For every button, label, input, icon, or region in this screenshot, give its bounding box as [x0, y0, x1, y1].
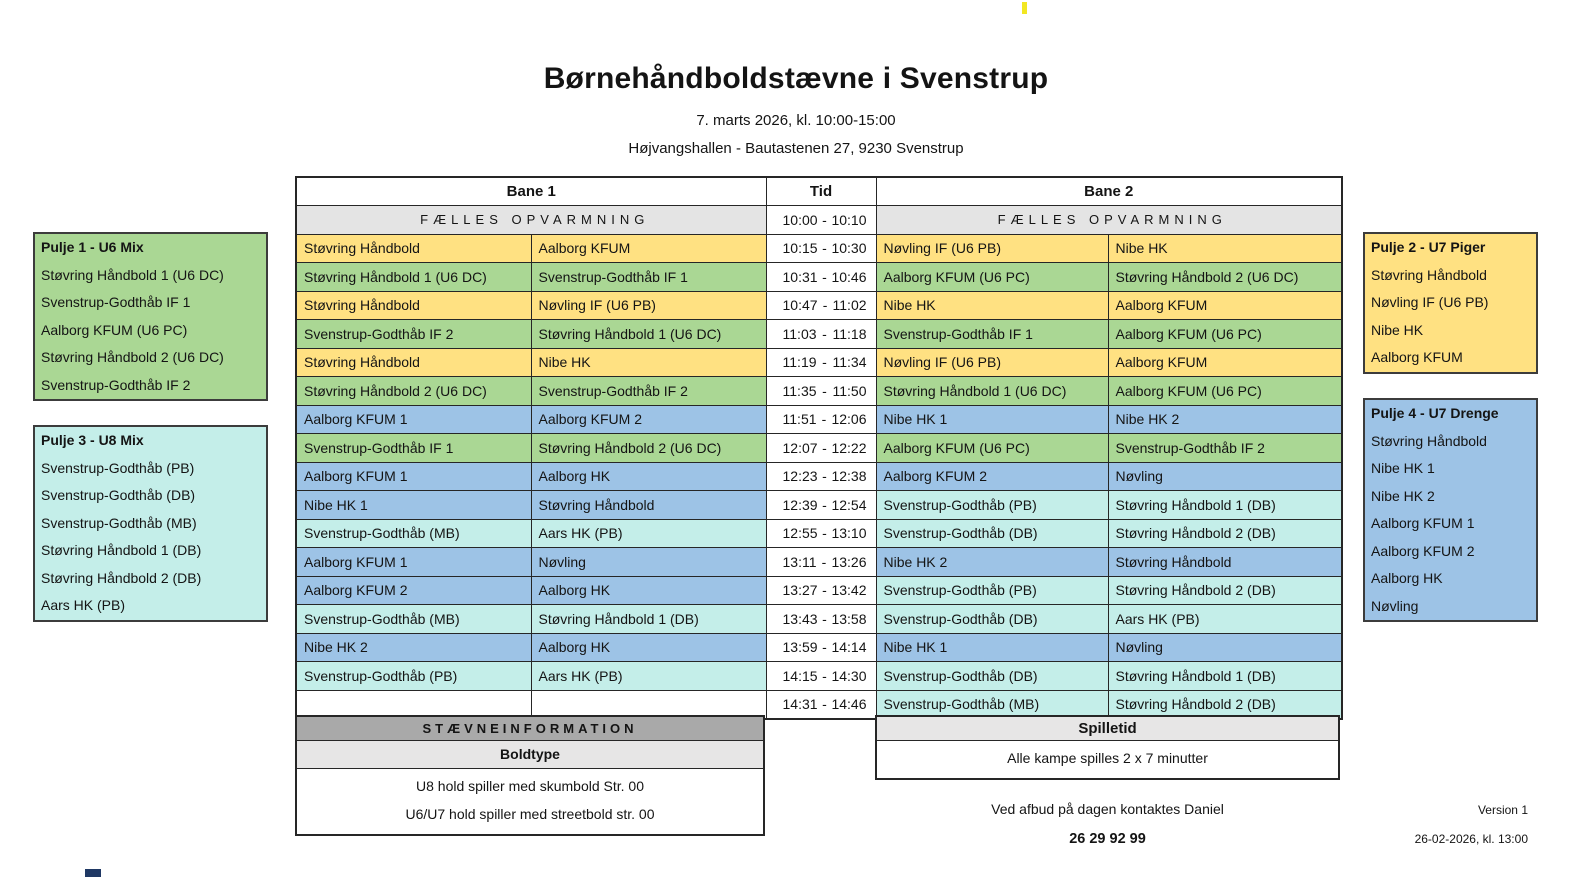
- match-row: [296, 377, 1342, 406]
- info-line: U8 hold spiller med skumbold Str. 00: [416, 778, 644, 794]
- time-cell: [766, 633, 876, 662]
- time-start: 11:03: [782, 325, 817, 342]
- team-cell: Svenstrup-Godthåb (MB): [296, 605, 531, 634]
- time-start: 13:27: [782, 582, 818, 599]
- time-end: 14:14: [831, 639, 867, 656]
- pool-team: Aalborg KFUM (U6 PC): [41, 321, 188, 338]
- time-start: 12:23: [782, 468, 818, 485]
- spilletid-body: [877, 741, 1338, 778]
- time-range: [774, 240, 876, 256]
- team-cell: Aalborg KFUM: [531, 234, 766, 263]
- bane1-header: Bane 1: [296, 177, 766, 206]
- time-range: [774, 440, 876, 456]
- time-start: 10:00: [782, 211, 818, 228]
- match-row: [296, 263, 1342, 292]
- team-cell: Svenstrup-Godthåb (DB): [876, 662, 1108, 691]
- contact-phone: 26 29 92 99: [1069, 831, 1146, 847]
- team-cell: Nøvling IF (U6 PB): [876, 234, 1108, 263]
- time-range: [774, 354, 876, 370]
- time-range: [774, 326, 876, 342]
- team-cell: Nibe HK 1: [876, 405, 1108, 434]
- match-row: [296, 605, 1342, 634]
- warmup-cell-bane1: FÆLLES OPVARMNING: [296, 206, 766, 235]
- team-cell: Nøvling: [1108, 633, 1342, 662]
- time-dash: -: [822, 525, 827, 542]
- team-cell: Aars HK (PB): [1108, 605, 1342, 634]
- time-start: 14:31: [782, 696, 818, 713]
- pool-team: Nøvling IF (U6 PB): [1371, 294, 1489, 310]
- time-start: 14:15: [782, 667, 818, 684]
- time-end: 11:50: [832, 382, 867, 399]
- match-row: [296, 234, 1342, 263]
- team-cell: Aars HK (PB): [531, 519, 766, 548]
- time-end: 13:26: [831, 553, 867, 570]
- time-cell: [766, 548, 876, 577]
- schedule-header-row: [296, 177, 1342, 206]
- pool-title: Pulje 3 - U8 Mix: [41, 432, 144, 448]
- team-cell: Svenstrup-Godthåb IF 1: [876, 320, 1108, 349]
- team-cell: Svenstrup-Godthåb IF 1: [296, 434, 531, 463]
- time-cell: [766, 662, 876, 691]
- time-dash: -: [822, 240, 827, 257]
- match-row: [296, 519, 1342, 548]
- time-cell: [766, 434, 876, 463]
- team-cell: Støvring Håndbold 2 (DB): [1108, 519, 1342, 548]
- pool-box-pulje4: [1363, 398, 1538, 622]
- time-range: [774, 411, 876, 427]
- team-cell: Aalborg KFUM 1: [296, 405, 531, 434]
- time-cell: [766, 576, 876, 605]
- time-cell: [766, 462, 876, 491]
- team-cell: Nibe HK: [531, 348, 766, 377]
- time-dash: -: [822, 382, 827, 399]
- time-end: 12:38: [831, 468, 867, 485]
- team-cell: Aalborg KFUM 2: [531, 405, 766, 434]
- time-cell: [766, 377, 876, 406]
- team-cell: Aalborg KFUM 2: [296, 576, 531, 605]
- team-cell: Nibe HK 1: [876, 633, 1108, 662]
- time-dash: -: [822, 325, 827, 342]
- version-date: 26-02-2026, kl. 13:00: [1414, 832, 1528, 846]
- time-cell: [766, 491, 876, 520]
- time-range: [774, 297, 876, 313]
- time-range: [774, 383, 876, 399]
- time-end: 14:30: [831, 667, 867, 684]
- team-cell: Aalborg KFUM (U6 PC): [876, 263, 1108, 292]
- team-cell: Aalborg KFUM (U6 PC): [1108, 377, 1342, 406]
- bottom-navy-artifact: [85, 869, 101, 877]
- time-start: 10:15: [782, 240, 818, 257]
- match-row: [296, 462, 1342, 491]
- pool-team: Svenstrup-Godthåb IF 2: [41, 376, 191, 393]
- pool-team: Aalborg KFUM: [1371, 349, 1463, 365]
- time-end: 14:46: [831, 696, 867, 713]
- time-range: [774, 582, 876, 598]
- time-range: [774, 525, 876, 541]
- time-cell: [766, 263, 876, 292]
- time-cell: [766, 690, 876, 719]
- match-row: [296, 491, 1342, 520]
- team-cell: Støvring Håndbold 2 (DB): [1108, 690, 1342, 719]
- time-dash: -: [822, 354, 827, 371]
- spilletid-box: [875, 715, 1340, 780]
- match-row: [296, 434, 1342, 463]
- time-start: 13:43: [782, 610, 818, 627]
- time-cell: [766, 234, 876, 263]
- pool-team: Svenstrup-Godthåb (PB): [41, 459, 195, 476]
- boldtype-subheader: Boldtype: [297, 741, 763, 769]
- pool-team: Aalborg HK: [1371, 570, 1443, 586]
- team-cell: Svenstrup-Godthåb (MB): [296, 519, 531, 548]
- pool-team: Aalborg KFUM 2: [1371, 542, 1475, 559]
- top-yellow-artifact: [1022, 2, 1027, 14]
- pool-team: Nøvling: [1371, 597, 1419, 614]
- time-end: 12:54: [831, 496, 867, 513]
- team-cell: Nibe HK 2: [296, 633, 531, 662]
- time-range: [774, 668, 876, 684]
- warmup-row: [296, 206, 1342, 235]
- time-start: 10:47: [782, 297, 818, 314]
- team-cell: Aalborg KFUM (U6 PC): [1108, 320, 1342, 349]
- time-start: 11:51: [782, 411, 817, 428]
- team-cell: Aalborg HK: [531, 462, 766, 491]
- team-cell: Nøvling IF (U6 PB): [531, 291, 766, 320]
- time-cell: [766, 348, 876, 377]
- pool-team: Svenstrup-Godthåb (MB): [41, 514, 197, 531]
- bane2-header: Bane 2: [876, 177, 1342, 206]
- time-dash: -: [822, 468, 827, 485]
- match-row: [296, 348, 1342, 377]
- time-dash: -: [822, 610, 827, 627]
- time-end: 12:22: [831, 439, 867, 456]
- match-row: [296, 633, 1342, 662]
- team-cell: Nøvling: [531, 548, 766, 577]
- time-start: 12:39: [782, 496, 818, 513]
- team-cell: Støvring Håndbold: [296, 291, 531, 320]
- time-cell: [766, 320, 876, 349]
- pool-team: Svenstrup-Godthåb IF 1: [41, 294, 191, 310]
- staevneinformation-box: [295, 715, 765, 836]
- time-cell: [766, 405, 876, 434]
- pool-team: Nibe HK 1: [1371, 460, 1435, 476]
- time-start: 13:11: [782, 553, 817, 570]
- spilletid-header: Spilletid: [877, 717, 1338, 741]
- info-line: Alle kampe spilles 2 x 7 minutter: [1007, 750, 1208, 766]
- time-dash: -: [822, 297, 828, 314]
- pool-team: Nibe HK: [1371, 321, 1424, 338]
- team-cell: Støvring Håndbold 2 (U6 DC): [531, 434, 766, 463]
- team-cell: Aalborg KFUM: [1108, 348, 1342, 377]
- time-dash: -: [822, 496, 827, 513]
- team-cell: Aalborg KFUM 1: [296, 548, 531, 577]
- match-row: [296, 576, 1342, 605]
- time-end: 10:46: [831, 268, 867, 285]
- time-end: 13:42: [831, 582, 867, 599]
- team-cell: Nøvling: [1108, 462, 1342, 491]
- team-cell: Støvring Håndbold: [296, 234, 531, 263]
- time-range: [774, 468, 876, 484]
- team-cell: Svenstrup-Godthåb IF 2: [531, 377, 766, 406]
- pool-team: Aars HK (PB): [41, 597, 126, 613]
- pool-box-pulje2: [1363, 232, 1538, 374]
- match-row: [296, 662, 1342, 691]
- time-range: [774, 269, 876, 285]
- pool-title: Pulje 4 - U7 Drenge: [1371, 405, 1499, 421]
- team-cell: Aalborg HK: [531, 576, 766, 605]
- time-dash: -: [821, 411, 827, 428]
- pool-box-pulje1: [33, 232, 268, 401]
- team-cell: Nibe HK 2: [876, 548, 1108, 577]
- time-dash: -: [822, 439, 827, 456]
- time-end: 11:34: [832, 354, 867, 371]
- team-cell: Støvring Håndbold 1 (DB): [1108, 662, 1342, 691]
- time-start: 13:59: [782, 639, 818, 656]
- team-cell: Støvring Håndbold 1 (DB): [531, 605, 766, 634]
- pool-team: Aalborg KFUM 1: [1371, 515, 1475, 531]
- time-range: [774, 212, 876, 228]
- pool-title: Pulje 2 - U7 Piger: [1371, 239, 1486, 255]
- pool-team: Støvring Håndbold: [1371, 266, 1487, 283]
- time-start: 12:55: [782, 525, 818, 542]
- team-cell: Støvring Håndbold 2 (DB): [1108, 576, 1342, 605]
- team-cell: Nibe HK: [876, 291, 1108, 320]
- time-end: 12:06: [831, 411, 867, 428]
- event-venue: Højvangshallen - Bautastenen 27, 9230 Svenstrup: [628, 140, 964, 157]
- pool-team: Støvring Håndbold 1 (U6 DC): [41, 266, 224, 283]
- time-start: 11:19: [782, 354, 817, 371]
- tid-header: Tid: [766, 177, 876, 206]
- time-end: 13:10: [831, 525, 867, 542]
- time-start: 11:35: [782, 382, 817, 399]
- team-cell: Nibe HK 2: [1108, 405, 1342, 434]
- team-cell: Støvring Håndbold 2 (U6 DC): [1108, 263, 1342, 292]
- time-dash: -: [821, 553, 827, 570]
- team-cell: Støvring Håndbold 1 (U6 DC): [531, 320, 766, 349]
- team-cell: Støvring Håndbold 1 (U6 DC): [876, 377, 1108, 406]
- pool-team: Svenstrup-Godthåb (DB): [41, 487, 196, 503]
- time-end: 10:30: [831, 240, 867, 257]
- event-date: 7. marts 2026, kl. 10:00-15:00: [696, 112, 896, 129]
- page-title: Børnehåndboldstævne i Svenstrup: [543, 62, 1049, 95]
- team-cell: Aalborg HK: [531, 633, 766, 662]
- time-dash: -: [822, 667, 827, 684]
- pool-team: Nibe HK 2: [1371, 487, 1435, 504]
- time-start: 10:31: [782, 268, 818, 285]
- pool-team: Støvring Håndbold 1 (DB): [41, 542, 202, 558]
- team-cell: Nibe HK 1: [296, 491, 531, 520]
- time-range: [774, 639, 876, 655]
- match-row: [296, 320, 1342, 349]
- pool-team: Støvring Håndbold 2 (U6 DC): [41, 349, 224, 365]
- pool-box-pulje3: [33, 425, 268, 622]
- team-cell: Svenstrup-Godthåb IF 1: [531, 263, 766, 292]
- schedule-body: [296, 206, 1342, 720]
- match-schedule-table: [295, 176, 1343, 720]
- team-cell: Nibe HK: [1108, 234, 1342, 263]
- time-range: [774, 554, 876, 570]
- pool-team: Støvring Håndbold 2 (DB): [41, 569, 202, 586]
- team-cell: Aalborg KFUM 2: [876, 462, 1108, 491]
- team-cell: Støvring Håndbold 1 (DB): [1108, 491, 1342, 520]
- time-cell: [766, 605, 876, 634]
- time-start: 12:07: [782, 439, 818, 456]
- match-row: [296, 291, 1342, 320]
- team-cell: Svenstrup-Godthåb IF 2: [296, 320, 531, 349]
- time-dash: -: [822, 211, 827, 228]
- team-cell: Støvring Håndbold 2 (U6 DC): [296, 377, 531, 406]
- team-cell: Svenstrup-Godthåb IF 2: [1108, 434, 1342, 463]
- team-cell: Støvring Håndbold: [531, 491, 766, 520]
- time-dash: -: [822, 696, 827, 713]
- time-end: 13:58: [831, 610, 867, 627]
- time-cell: [766, 519, 876, 548]
- time-cell: [766, 291, 876, 320]
- team-cell: Svenstrup-Godthåb (PB): [296, 662, 531, 691]
- team-cell: Støvring Håndbold: [1108, 548, 1342, 577]
- team-cell: Svenstrup-Godthåb (PB): [876, 576, 1108, 605]
- info-line: U6/U7 hold spiller med streetbold str. 00: [405, 806, 655, 822]
- team-cell: Aalborg KFUM: [1108, 291, 1342, 320]
- time-range: [774, 611, 876, 627]
- contact-line: Ved afbud på dagen kontaktes Daniel: [991, 801, 1224, 817]
- team-cell: Aars HK (PB): [531, 662, 766, 691]
- match-row: [296, 548, 1342, 577]
- time-dash: -: [822, 639, 827, 656]
- warmup-cell-bane2: FÆLLES OPVARMNING: [876, 206, 1342, 235]
- version-label: Version 1: [1477, 803, 1528, 817]
- team-cell: Aalborg KFUM 1: [296, 462, 531, 491]
- time-range: [774, 497, 876, 513]
- staevneinformation-header: STÆVNEINFORMATION: [297, 717, 763, 741]
- time-end: 11:02: [832, 297, 867, 314]
- pool-team: Støvring Håndbold: [1371, 432, 1487, 449]
- team-cell: Nøvling IF (U6 PB): [876, 348, 1108, 377]
- team-cell: Aalborg KFUM (U6 PC): [876, 434, 1108, 463]
- time-dash: -: [822, 268, 827, 285]
- time-end: 10:10: [831, 211, 867, 228]
- time-range: [774, 696, 876, 712]
- pool-title: Pulje 1 - U6 Mix: [41, 239, 144, 255]
- team-cell: Svenstrup-Godthåb (DB): [876, 519, 1108, 548]
- team-cell: Svenstrup-Godthåb (PB): [876, 491, 1108, 520]
- team-cell: Svenstrup-Godthåb (MB): [876, 690, 1108, 719]
- time-dash: -: [822, 582, 827, 599]
- team-cell: Støvring Håndbold 1 (U6 DC): [296, 263, 531, 292]
- team-cell: Svenstrup-Godthåb (DB): [876, 605, 1108, 634]
- boldtype-body: [297, 769, 763, 834]
- team-cell: Støvring Håndbold: [296, 348, 531, 377]
- match-row: [296, 405, 1342, 434]
- warmup-time-cell: [766, 206, 876, 235]
- time-end: 11:18: [832, 325, 867, 342]
